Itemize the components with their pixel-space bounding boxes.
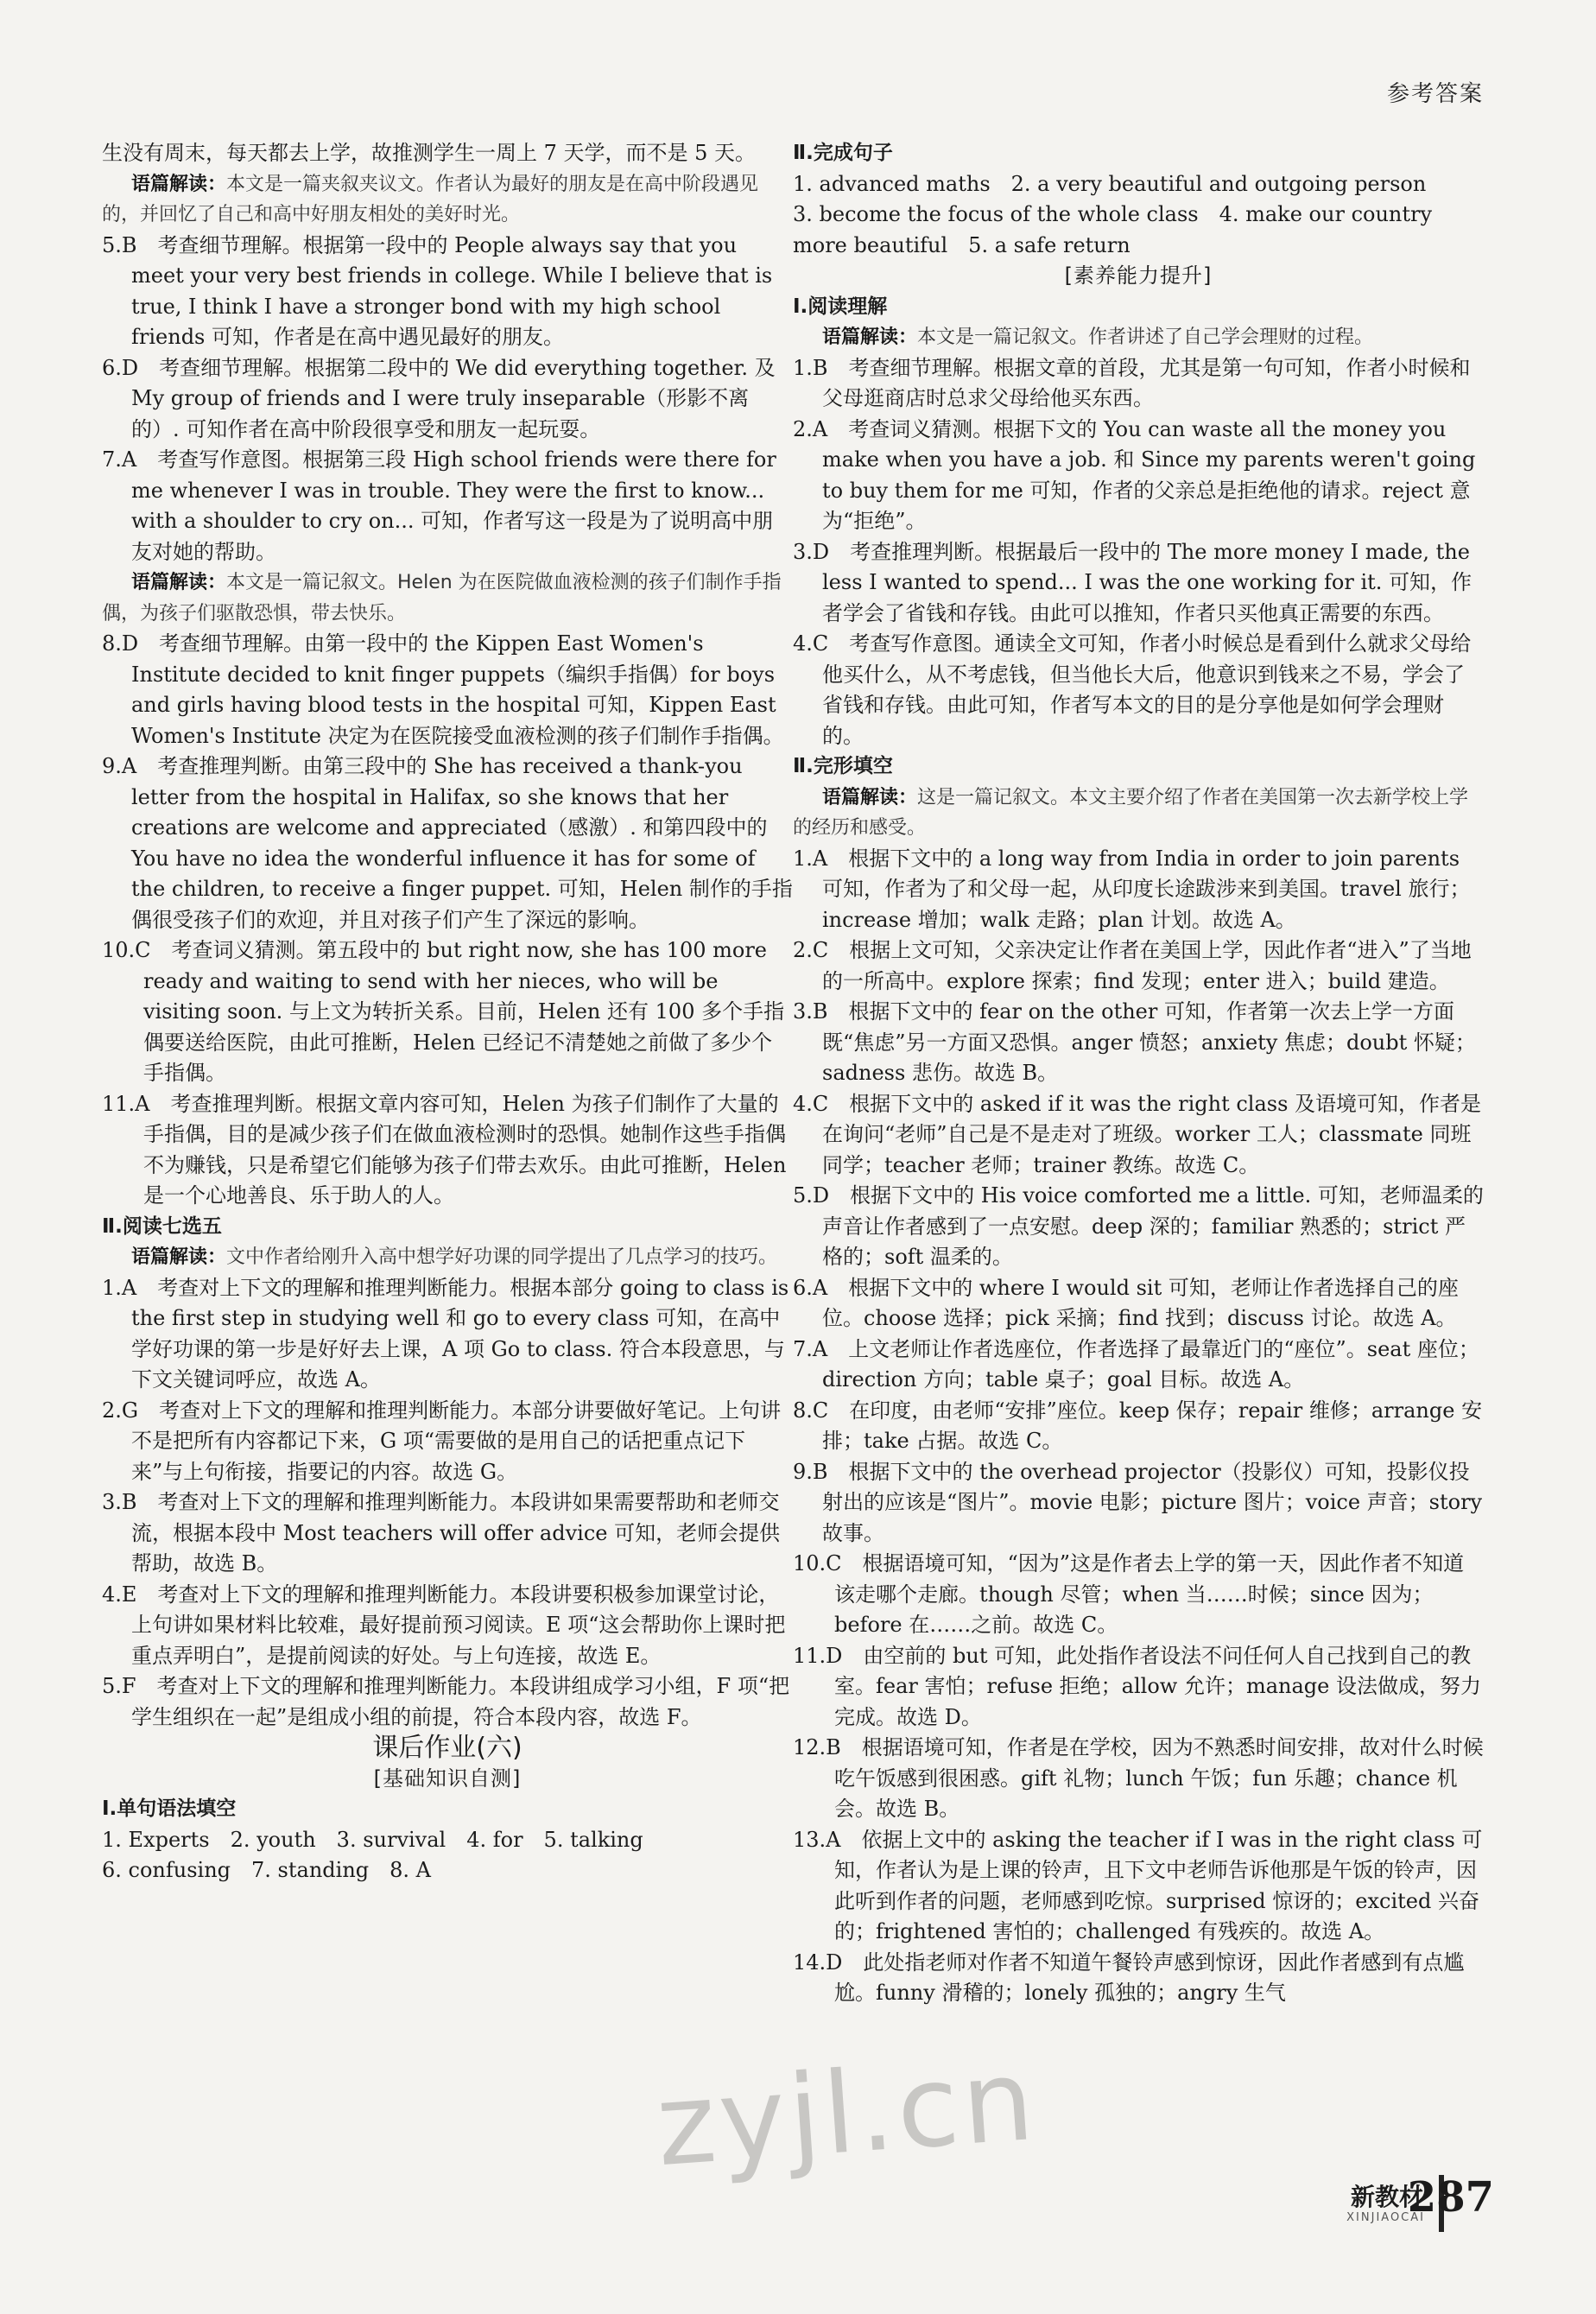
paragraph: 1. advanced maths 2. a very beautiful and outgoing person <box>793 171 1427 196</box>
reading-note <box>793 783 1484 844</box>
answer-item: 5.D 根据下文中的 His voice comforted me a little. 可知，老师温柔的声音让作者感到了一点安慰。deep 深的；familiar 熟悉的；strict 严格的；soft 温柔的。 <box>793 1183 1484 1269</box>
answer-item: 8.C 在印度，由老师“安排”座位。keep 保存；repair 维修；arrange 安排；take 占据。故选 C。 <box>793 1398 1483 1453</box>
answer-item: 7.A 上文老师让作者选座位，作者选择了最靠近门的“座位”。seat 座位；direction 方向；table 桌子；goal 目标。故选 A。 <box>793 1336 1479 1392</box>
page-number: 287 <box>1407 2173 1494 2222</box>
reading-note-label: 语篇解读： <box>822 786 918 808</box>
reading-note-text: 文中作者给刚升入高中想学好功课的同学提出了几点学习的技巧。 <box>226 1246 778 1268</box>
answer-item: 6.A 根据下文中的 where I would sit 可知，老师让作者选择自己的座位。choose 选择；pick 采摘；find 找到；discuss 讨论。故选 A。 <box>793 1275 1459 1330</box>
watermark: zyjl.cn <box>652 2033 1042 2192</box>
answer-item: 7.A 考查写作意图。根据第三段 High school friends were there for me whenever I was in trouble. They were the first to know... with a shoulder to cry on... 可知，作者写这一段是为了说明高中朋友对她的帮助。 <box>102 447 776 564</box>
section-heading: Ⅰ.阅读理解 <box>793 295 888 318</box>
answer-item: 1.A 考查对上下文的理解和推理判断能力。根据本部分 going to class is the first step in studying well 和 go to every class 可知，在高中学好功课的第一步是好好去上课，A 项 Go to class. 符合本段意思，与下文关键词呼应，故选 A。 <box>102 1275 789 1392</box>
answer-item: 14.D 此处指老师对作者不知道午餐铃声感到惊讶，因此作者感到有点尴尬。funny 滑稽的；lonely 孤独的；angry 生气 <box>793 1949 1465 2005</box>
answer-item: 3.B 考查对上下文的理解和推理判断能力。本段讲如果需要帮助和老师交流，根据本段中 Most teachers will offer advice 可知，老师会提供帮助，故选 B。 <box>102 1490 781 1575</box>
page-header: 参考答案 <box>1386 81 1484 107</box>
answer-item: 5.F 考查对上下文的理解和推理判断能力。本段讲组成学习小组，F 项“把学生组织在一起”是组成小组的前提，符合本段内容，故选 F。 <box>102 1674 790 1729</box>
answer-item: 5.B 考查细节理解。根据第一段中的 People always say that you meet your very best friends in college. While I believe that is true, I think I have a stronger bond with my high school friends 可知，作者是在高中遇见最好的朋友。 <box>102 232 773 349</box>
answer-item: 9.B 根据下文中的 the overhead projector（投影仪）可知，投影仪投射出的应该是“图片”。movie 电影；picture 图片；voice 声音；story 故事。 <box>793 1459 1483 1545</box>
section-heading: Ⅱ.阅读七选五 <box>102 1214 222 1238</box>
answer-item: 4.E 考查对上下文的理解和推理判断能力。本段讲要积极参加课堂讨论，上句讲如果材料比较难，最好提前预习阅读。E 项“这会帮助你上课时把重点弄明白”，是提前阅读的好处。与上句连接，故选 E。 <box>102 1582 786 1668</box>
paragraph: 3. become the focus of the whole class 4. make our country more beautiful 5. a safe return <box>793 202 1433 257</box>
answer-item: 4.C 根据下文中的 asked if it was the right class 及语境可知，作者是在询问“老师”自己是不是走对了班级。worker 工人；classmate 同班同学；teacher 老师；trainer 教练。故选 C。 <box>793 1091 1482 1177</box>
answer-item: 13.A 依据上文中的 asking the teacher if I was in the right class 可知，作者认为是上课的铃声，且下文中老师告诉他那是午饭的铃声，因此听到作者的问题，老师感到吃惊。surprised 惊讶的；excited 兴奋的；frightened 害怕的；challenged 有残疾的。故选 A。 <box>793 1827 1483 1943</box>
answer-item: 3.B 根据下文中的 fear on the other 可知，作者第一次去上学一方面既“焦虑”另一方面又恐惧。anger 愤怒；anxiety 焦虑；doubt 怀疑；sadness 悲伤。故选 B。 <box>793 999 1476 1085</box>
right-column <box>793 138 1484 2009</box>
answer-item: 2.C 根据上文可知，父亲决定让作者在美国上学，因此作者“进入”了当地的一所高中。explore 探索；find 发现；enter 进入；build 建造。 <box>793 938 1472 993</box>
answer-item: 11.A 考查推理判断。根据文章内容可知，Helen 为孩子们制作了大量的手指偶，目的是减少孩子们在做血液检测时的恐惧。她制作这些手指偶不为赚钱，只是希望它们能够为孩子们带去欢乐。由此可推断，Helen 是一个心地善良、乐于助人的人。 <box>102 1091 787 1208</box>
reading-note-label: 语篇解读： <box>822 326 918 348</box>
reading-note-text: 本文是一篇夹叙夹议文。作者认为最好的朋友是在高中阶段遇见的，并回忆了自己和高中好朋友相处的美好时光。 <box>102 173 759 225</box>
answer-item: 8.D 考查细节理解。由第一段中的 the Kippen East Women's Institute decided to knit finger puppets（编织手指偶）for boys and girls having blood tests in the hospital 可知，Kippen East Women's Institute 决定为在医院接受血液检测的孩子们制作手指偶。 <box>102 631 784 748</box>
answer-item: 1.A 根据下文中的 a long way from India in order to join parents 可知，作者为了和父母一起，从印度长途跋涉来到美国。travel 旅行；increase 增加；walk 走路；plan 计划。故选 A。 <box>793 846 1471 932</box>
box-heading: [素养能力提升] <box>1064 263 1213 288</box>
answer-item: 4.C 考查写作意图。通读全文可知，作者小时候总是看到什么就求父母给他买什么，从不考虑钱，但当他长大后，他意识到钱来之不易，学会了省钱和存钱。由此可知，作者写本文的目的是分享他是如何学会理财的。 <box>793 631 1472 748</box>
answer-item: 2.G 考查对上下文的理解和推理判断能力。本部分讲要做好笔记。上句讲不是把所有内容都记下来，G 项“需要做的是用自己的话把重点记下来”与上句衔接，指要记的内容。故选 G。 <box>102 1398 782 1484</box>
reading-note <box>102 567 793 629</box>
reading-note <box>793 322 1484 353</box>
answer-item: 12.B 根据语境可知，作者是在学校，因为不熟悉时间安排，故对什么时候吃午饭感到很困惑。gift 礼物；lunch 午饭；fun 乐趣；chance 机会。故选 B。 <box>793 1735 1484 1821</box>
answer-item: 3.D 考查推理判断。根据最后一段中的 The more money I made, the less I wanted to spend... I was the one working for it. 可知，作者学会了省钱和存钱。由此可以推知，作者只买他真正需要的东西。 <box>793 539 1472 625</box>
reading-note <box>102 1242 793 1273</box>
paragraph: 6. confusing 7. standing 8. A <box>102 1858 431 1882</box>
answer-item: 11.D 由空前的 but 可知，此处指作者设法不问任何人自己找到自己的教室。fear 害怕；refuse 拒绝；allow 允许；manage 设法做成，努力完成。故选 D。 <box>793 1643 1481 1729</box>
reading-note <box>102 169 793 231</box>
left-column <box>102 138 793 1886</box>
homework-title: 课后作业(六) <box>372 1733 522 1763</box>
answer-item: 10.C 根据语境可知，“因为”这是作者去上学的第一天，因此作者不知道该走哪个走廊。though 尽管；when 当……时候；since 因为；before 在……之前。故选 C。 <box>793 1551 1465 1637</box>
reading-note-text: 这是一篇记叙文。本文主要介绍了作者在美国第一次去新学校上学的经历和感受。 <box>793 786 1469 839</box>
answer-item: 1.B 考查细节理解。根据文章的首段，尤其是第一句可知，作者小时候和父母逛商店时总求父母给他买东西。 <box>793 355 1471 410</box>
footer-sub: XINJIAOCAI <box>1346 2211 1425 2224</box>
box-heading: [基础知识自测] <box>373 1766 522 1791</box>
footer-label: 新教材 <box>1350 2183 1423 2211</box>
answer-item: 6.D 考查细节理解。根据第二段中的 We did everything together. 及 My group of friends and I were truly inseparable（形影不离的）. 可知作者在高中阶段很享受和朋友一起玩耍。 <box>102 355 776 441</box>
reading-note-text: 本文是一篇记叙文。作者讲述了自己学会理财的过程。 <box>917 326 1374 348</box>
reading-note-text: 本文是一篇记叙文。Helen 为在医院做血液检测的孩子们制作手指偶，为孩子们驱散恐惧，带去快乐。 <box>102 572 782 624</box>
section-heading: Ⅱ.完形填空 <box>793 755 893 777</box>
paragraph: 1. Experts 2. youth 3. survival 4. for 5. talking <box>102 1827 643 1852</box>
answer-item: 9.A 考查推理判断。由第三段中的 She has received a thank-you letter from the hospital in Halifax, so she knows that her creations are welcome and appreciated（感激）. 和第四段中的 You have no idea the wonderful influence it has for some of the children, to receive a finger puppet. 可知，Helen 制作的手指偶很受孩子们的欢迎，并且对孩子们产生了深远的影响。 <box>102 754 793 932</box>
section-heading: Ⅰ.单句语法填空 <box>102 1797 237 1820</box>
section-heading: Ⅱ.完成句子 <box>793 142 893 164</box>
reading-note-label: 语篇解读： <box>131 572 227 593</box>
reading-note-label: 语篇解读： <box>131 173 227 195</box>
reading-note-label: 语篇解读： <box>131 1246 227 1268</box>
answer-item: 10.C 考查词义猜测。第五段中的 but right now, she has 100 more ready and waiting to send with her nieces, who will be visiting soon. 与上文为转折关系。目前，Helen 还有 100 多个手指偶要送给医院，由此可推断，Helen 已经记不清楚她之前做了多少个手指偶。 <box>102 938 785 1085</box>
paragraph: 生没有周末，每天都去上学，故推测学生一周上 7 天学，而不是 5 天。 <box>102 141 757 165</box>
answer-item: 2.A 考查词义猜测。根据下文的 You can waste all the money you make when you have a job. 和 Since my parents weren't going to buy them for me 可知，作者的父亲总是拒绝他的请求。reject 意为“拒绝”。 <box>793 416 1476 533</box>
